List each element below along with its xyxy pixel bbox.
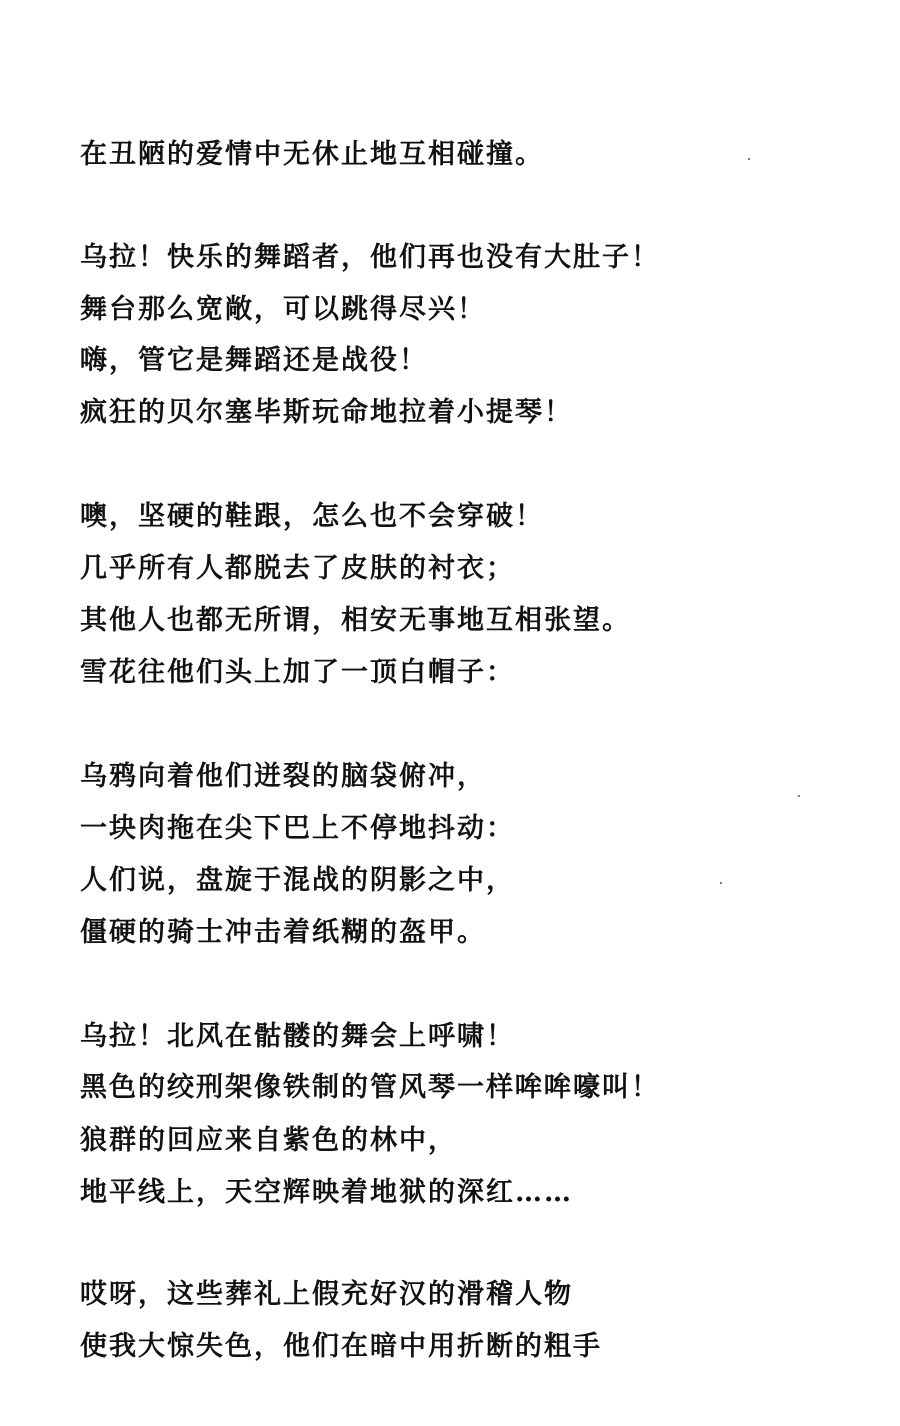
poem-line: 哎呀，这些葬礼上假充好汉的滑稽人物 — [80, 1279, 573, 1310]
scan-speck — [720, 882, 722, 884]
poem-line: 其他人也都无所谓，相安无事地互相张望。 — [80, 605, 631, 636]
poem-line: 在丑陋的爱情中无休止地互相碰撞。 — [80, 139, 544, 170]
poem-line: 雪花往他们头上加了一顶白帽子： — [80, 657, 515, 688]
poem-line: 狼群的回应来自紫色的林中， — [80, 1125, 457, 1156]
poem-line: 人们说，盘旋于混战的阴影之中， — [80, 865, 515, 896]
scan-speck — [748, 158, 750, 160]
poem-line: 舞台那么宽敞，可以跳得尽兴！ — [80, 294, 486, 325]
poem-line: 噢，坚硬的鞋跟，怎么也不会穿破！ — [80, 501, 544, 532]
poem-line: 使我大惊失色，他们在暗中用折断的粗手 — [80, 1331, 602, 1362]
scan-speck — [798, 795, 800, 797]
poem-line: 黑色的绞刑架像铁制的管风琴一样哞哞嚎叫！ — [80, 1072, 660, 1103]
poem-line: 乌拉！北风在骷髅的舞会上呼啸！ — [80, 1021, 515, 1052]
poem-line: 嗨，管它是舞蹈还是战役！ — [80, 345, 428, 376]
poem-line: 乌拉！快乐的舞蹈者，他们再也没有大肚子！ — [80, 242, 660, 273]
poem-line: 几乎所有人都脱去了皮肤的衬衣； — [80, 553, 515, 584]
poem-line: 地平线上，天空辉映着地狱的深红…… — [80, 1177, 573, 1208]
poem-line: 僵硬的骑士冲击着纸糊的盔甲。 — [80, 917, 486, 948]
poem-line: 乌鸦向着他们迸裂的脑袋俯冲， — [80, 761, 486, 792]
poem-line: 一块肉拖在尖下巴上不停地抖动： — [80, 813, 515, 844]
poem-line: 疯狂的贝尔塞毕斯玩命地拉着小提琴！ — [80, 397, 573, 428]
